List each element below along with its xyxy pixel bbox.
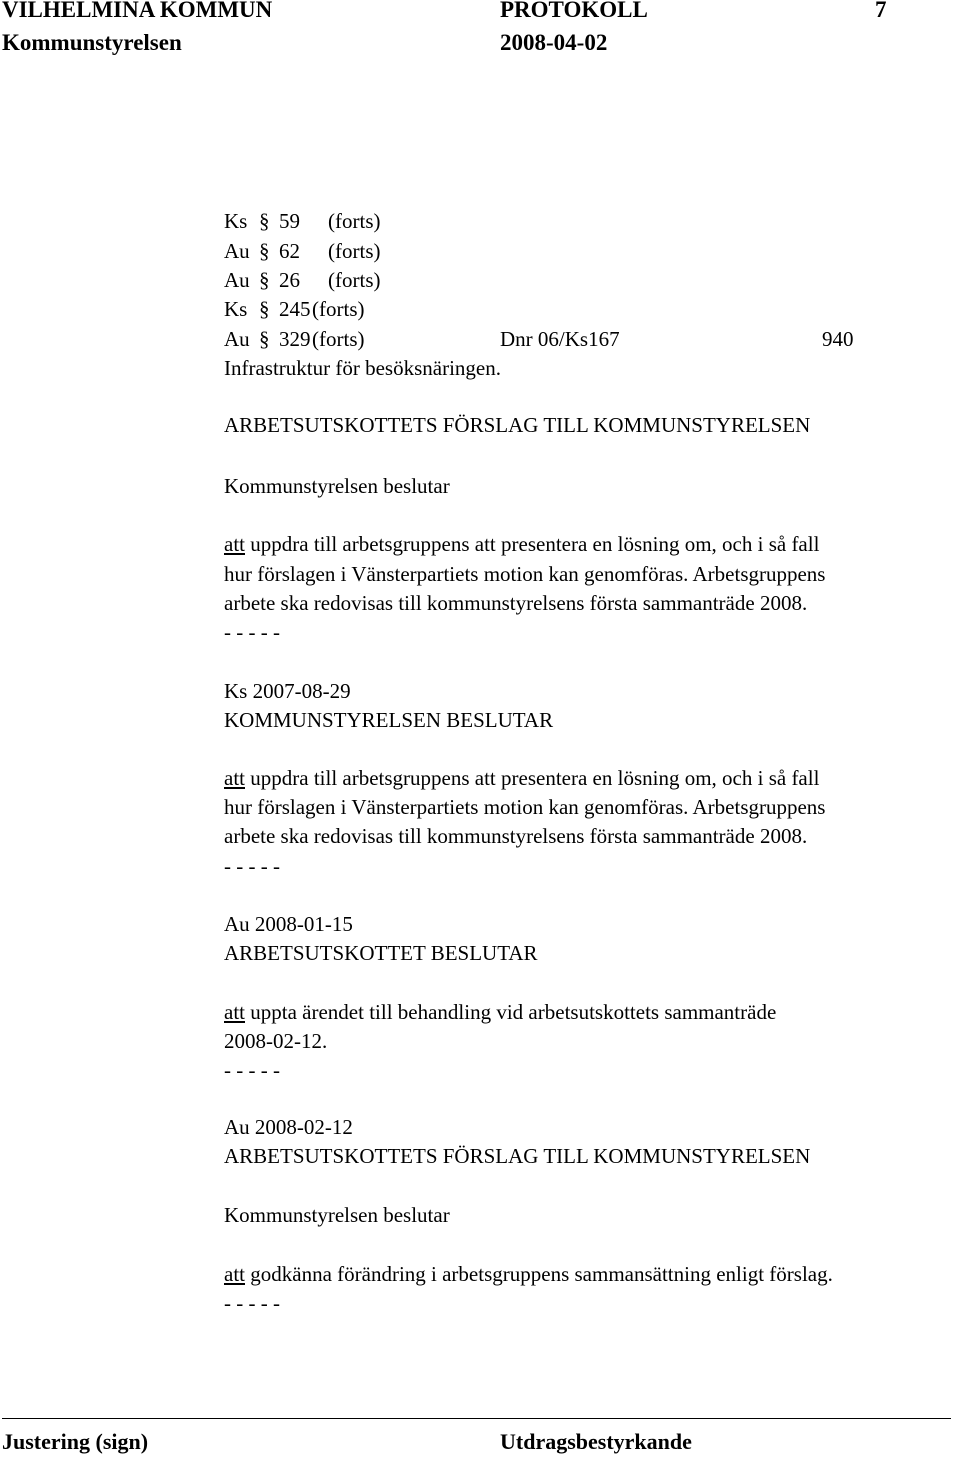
section-subheading: Kommunstyrelsen beslutar [224,1203,450,1227]
separator: - - - - - [224,854,280,878]
decision-line: arbete ska redovisas till kommunstyrelsens första sammanträde 2008. [224,824,808,848]
section-date: Au 2008-01-15 [224,912,353,936]
reference-line: Ks § 245 (forts) [224,297,365,321]
meeting-date: 2008-04-02 [500,30,608,55]
separator: - - - - - [224,1291,280,1315]
section-sign: § [259,209,270,233]
case-subject: Infrastruktur för besöksnäringen. [224,356,501,380]
decision-line: hur förslagen i Vänsterpartiets motion kan genomföras. Arbetsgruppens [224,795,826,819]
section-subheading: Kommunstyrelsen beslutar [224,474,450,498]
section-sign: § [259,327,270,351]
committee-name: Kommunstyrelsen [2,30,182,55]
decision-line: att uppta ärendet till behandling vid arbetsutskottets sammanträde [224,1000,777,1024]
att-keyword: att [224,1000,245,1024]
footer-rule [2,1418,951,1419]
reference-line: Ks § 59 (forts) [224,209,381,233]
decision-line: att uppdra till arbetsgruppens att presentera en lösning om, och i så fall [224,766,820,790]
decision-line: 2008-02-12. [224,1029,328,1053]
section-sign: § [259,239,270,263]
utdragsbestyrkande-label: Utdragsbestyrkande [500,1429,692,1454]
decision-line: att godkänna förändring i arbetsgruppens sammansättning enligt förslag. [224,1262,833,1286]
att-keyword: att [224,766,245,790]
document-type: PROTOKOLL [500,0,648,22]
reference-line: Au § 329 (forts) Dnr 06/Ks167 940 [224,327,854,351]
section-sign: § [259,268,270,292]
decision-line: att uppdra till arbetsgruppens att presentera en lösning om, och i så fall [224,532,820,556]
reference-line: Au § 62 (forts) [224,239,381,263]
section-heading: ARBETSUTSKOTTETS FÖRSLAG TILL KOMMUNSTYRELSEN [224,1144,811,1168]
municipality-name: VILHELMINA KOMMUN [2,0,273,22]
page-number: 7 [875,0,887,22]
separator: - - - - - [224,1058,280,1082]
justering-label: Justering (sign) [2,1429,149,1454]
case-number: Dnr 06/Ks167 [500,327,620,351]
section-heading: KOMMUNSTYRELSEN BESLUTAR [224,708,554,732]
section-date: Ks 2007-08-29 [224,679,351,703]
decision-line: hur förslagen i Vänsterpartiets motion kan genomföras. Arbetsgruppens [224,562,826,586]
att-keyword: att [224,1262,245,1286]
separator: - - - - - [224,620,280,644]
decision-line: arbete ska redovisas till kommunstyrelsens första sammanträde 2008. [224,591,808,615]
section-sign: § [259,297,270,321]
section-heading: ARBETSUTSKOTTETS FÖRSLAG TILL KOMMUNSTYRELSEN [224,413,811,437]
section-date: Au 2008-02-12 [224,1115,353,1139]
section-heading: ARBETSUTSKOTTET BESLUTAR [224,941,538,965]
reference-line: Au § 26 (forts) [224,268,381,292]
att-keyword: att [224,532,245,556]
archive-code: 940 [822,327,854,351]
